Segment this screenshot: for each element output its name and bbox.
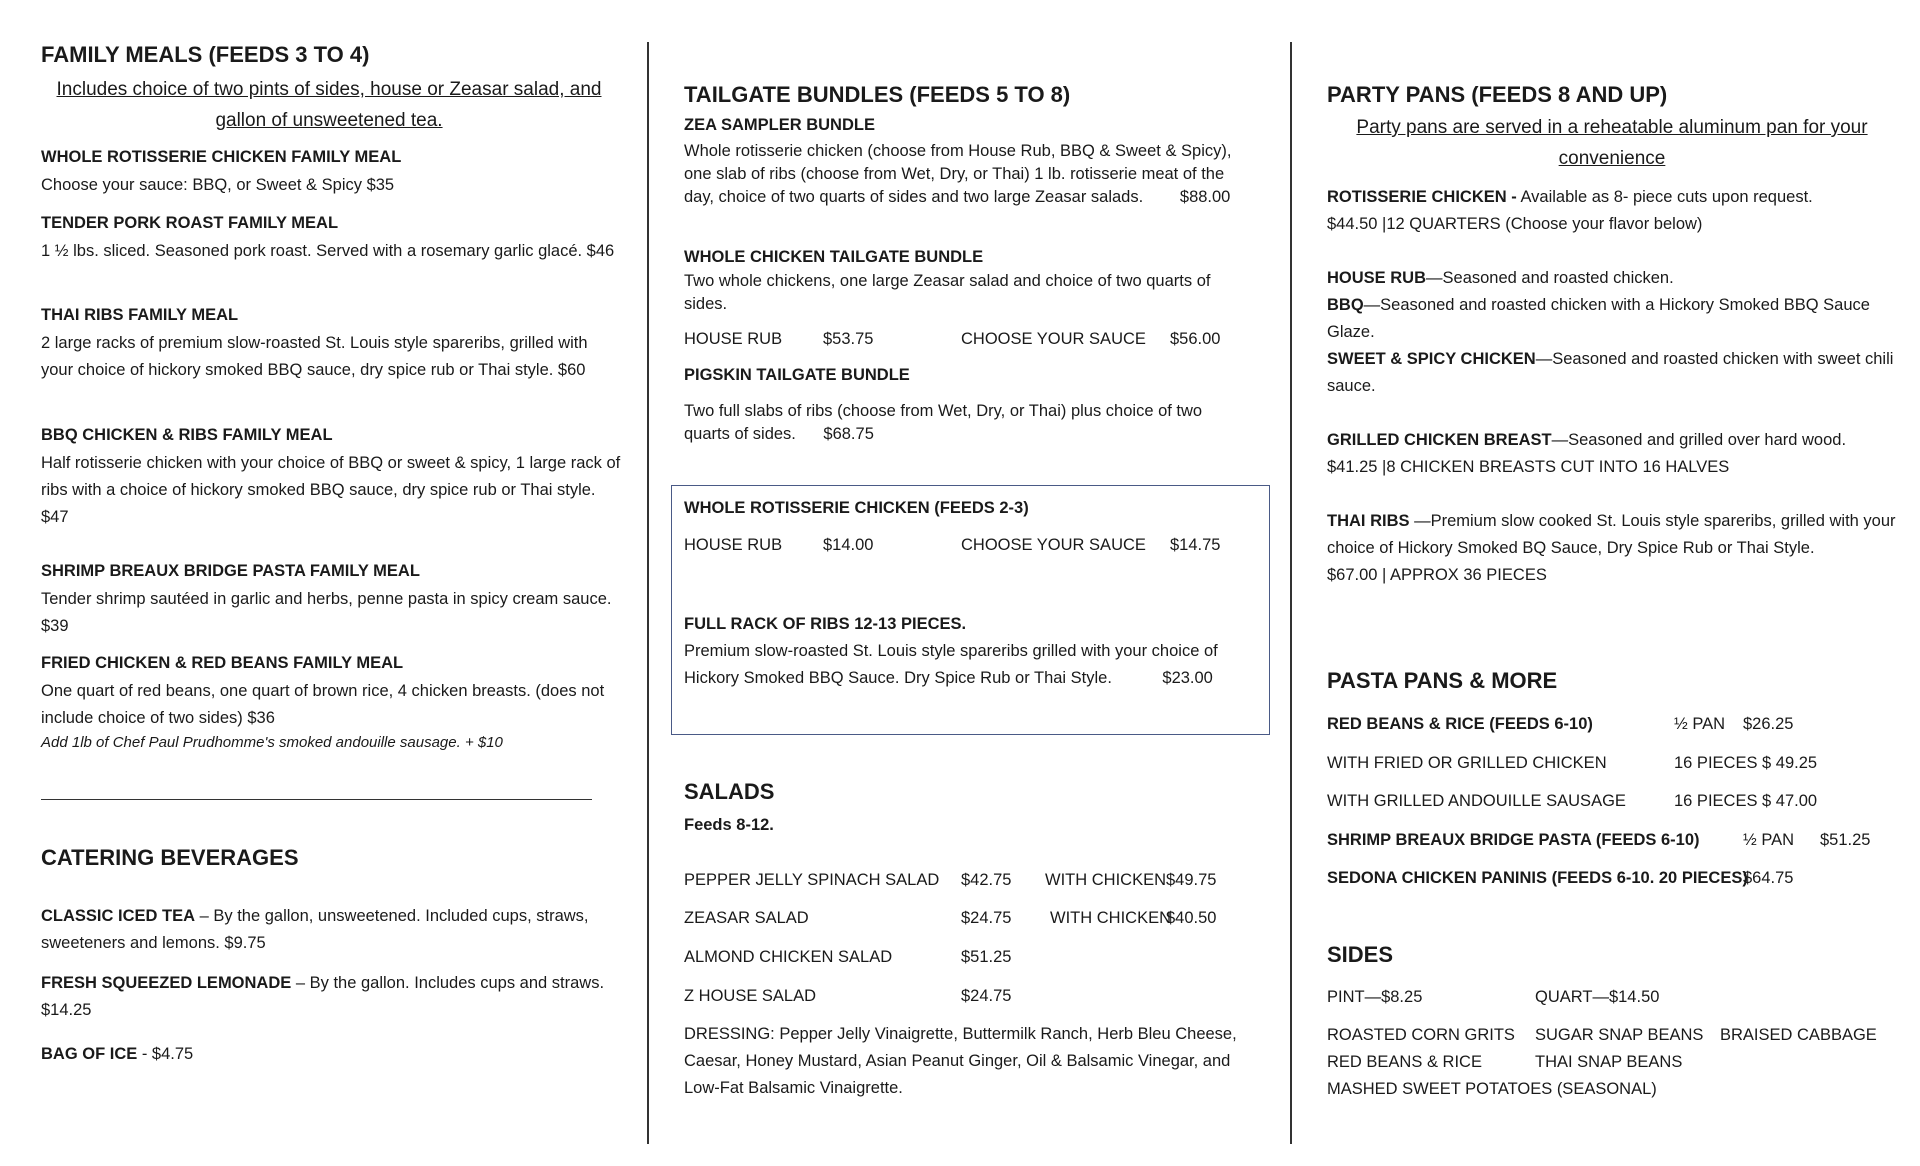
rotisserie-option-label: HOUSE RUB [684, 536, 783, 554]
bundle-option-label: HOUSE RUB [684, 330, 783, 348]
family-item-name: SHRIMP BREAUX BRIDGE PASTA FAMILY MEAL [41, 562, 420, 580]
rotisserie-ribs-box [671, 485, 1270, 735]
salad-name: PEPPER JELLY SPINACH SALAD [684, 871, 940, 889]
family-item-desc: 2 large racks of premium slow-roasted St. Louis style spareribs, grilled with your choice of hickory smoked BBQ sauce, dry spice rub or Thai style. $60 [41, 334, 588, 379]
bundle-option-price: $56.00 [1170, 330, 1221, 348]
salad-with-chicken: WITH CHICKEN [1050, 909, 1171, 927]
side-item: ROASTED CORN GRITS [1327, 1026, 1515, 1044]
beverage-item [41, 903, 621, 957]
pigskin-bundle-desc: Two full slabs of ribs (choose from Wet, Dry, or Thai) plus choice of two quarts of sides. $68.75 [684, 402, 1203, 443]
family-item-desc: 1 ½ lbs. sliced. Seasoned pork roast. Served with a rosemary garlic glacé. $46 [41, 242, 615, 260]
pasta-item-name: RED BEANS & RICE (FEEDS 6-10) [1327, 715, 1593, 733]
salads-feeds: Feeds 8-12. [684, 816, 774, 834]
rotisserie-option-price: $14.00 [823, 536, 874, 554]
salad-price: $24.75 [961, 987, 1012, 1005]
beverage-item [41, 1041, 621, 1068]
flavor-name: SWEET & SPICY CHICKEN [1327, 350, 1536, 368]
pasta-item-price: 16 PIECES $ 49.25 [1674, 754, 1818, 772]
bundle-option-price: $53.75 [823, 330, 874, 348]
salad-price: $24.75 [961, 909, 1012, 927]
grilled-breast-price: $41.25 |8 CHICKEN BREASTS CUT INTO 16 HALVES [1327, 458, 1730, 476]
family-item-desc: One quart of red beans, one quart of brown rice, 4 chicken breasts. (does not include choice of two sides) $36 [41, 682, 605, 727]
column-divider [647, 42, 649, 1144]
pasta-item-size: ½ PAN [1743, 831, 1795, 849]
flavor-name: HOUSE RUB [1327, 269, 1427, 287]
zea-sampler-name: ZEA SAMPLER BUNDLE [684, 116, 875, 134]
family-meals-subtitle: Includes choice of two pints of sides, house or Zeasar salad, and gallon of unsweetened tea. [56, 79, 602, 131]
thai-ribs-price: $67.00 | APPROX 36 PIECES [1327, 566, 1547, 584]
party-pans-title: PARTY PANS (FEEDS 8 AND UP) [1327, 82, 1668, 107]
rotisserie-option-price: $14.75 [1170, 536, 1221, 554]
family-item-name: THAI RIBS FAMILY MEAL [41, 306, 239, 324]
family-item-name: TENDER PORK ROAST FAMILY MEAL [41, 214, 339, 232]
side-item: MASHED SWEET POTATOES (SEASONAL) [1327, 1080, 1657, 1098]
sides-title: SIDES [1327, 942, 1394, 967]
rotisserie-chicken-name: ROTISSERIE CHICKEN - [1327, 188, 1517, 206]
pasta-item-name: SEDONA CHICKEN PANINIS (FEEDS 6-10. 20 PIECES) [1327, 869, 1748, 887]
pasta-item-price: $26.25 [1743, 715, 1794, 733]
whole-chicken-bundle-name: WHOLE CHICKEN TAILGATE BUNDLE [684, 248, 984, 266]
sides-quart-price: QUART—$14.50 [1535, 988, 1660, 1006]
pigskin-bundle-name: PIGSKIN TAILGATE BUNDLE [684, 366, 910, 384]
rotisserie-chicken-price: $44.50 |12 QUARTERS (Choose your flavor below) [1327, 215, 1703, 233]
salad-with-chicken-price: $49.75 [1166, 871, 1217, 889]
pasta-item-price: 16 PIECES $ 47.00 [1674, 792, 1818, 810]
bundle-option-label: CHOOSE YOUR SAUCE [961, 330, 1146, 348]
pigskin-bundle-price: $68.75 [823, 425, 874, 443]
salad-name: Z HOUSE SALAD [684, 987, 817, 1005]
pasta-item-price: $51.25 [1820, 831, 1871, 849]
zea-sampler-price: $88.00 [1179, 188, 1231, 206]
flavor-item: HOUSE RUB—Seasoned and roasted chicken. [1327, 269, 1674, 287]
beverages-title: CATERING BEVERAGES [41, 845, 299, 870]
whole-chicken-bundle-desc: Two whole chickens, one large Zeasar salad and choice of two quarts of sides. [684, 272, 1211, 313]
flavor-name: BBQ [1327, 296, 1364, 314]
side-item: RED BEANS & RICE [1327, 1053, 1482, 1071]
salad-dressing: DRESSING: Pepper Jelly Vinaigrette, Buttermilk Ranch, Herb Bleu Cheese, Caesar, Honey Mustard, Asian Peanut Ginger, Oil & Balsamic Vinegar, and Low-Fat Balsamic Vinaigrette. [684, 1025, 1237, 1097]
side-item: SUGAR SNAP BEANS [1535, 1026, 1704, 1044]
pasta-item-name: SHRIMP BREAUX BRIDGE PASTA (FEEDS 6-10) [1327, 831, 1700, 849]
ribs-price: $23.00 [1162, 669, 1213, 687]
flavor-item: BBQ—Seasoned and roasted chicken with a Hickory Smoked BBQ Sauce Glaze. [1327, 296, 1870, 341]
beverage-desc: - $4.75 [137, 1045, 194, 1063]
pasta-pans-title: PASTA PANS & MORE [1327, 668, 1558, 693]
thai-ribs-name: THAI RIBS [1327, 512, 1410, 530]
rotisserie-chicken-item: ROTISSERIE CHICKEN - Available as 8- piece cuts upon request. [1327, 188, 1813, 206]
family-item-desc: Tender shrimp sautéed in garlic and herbs, penne pasta in spicy cream sauce. $39 [41, 590, 612, 635]
andouille-addon: Add 1lb of Chef Paul Prudhomme's smoked andouille sausage. + $10 [41, 734, 503, 751]
salads-title: SALADS [684, 779, 775, 804]
family-meals-title: FAMILY MEALS (FEEDS 3 TO 4) [41, 42, 370, 67]
whole-rotisserie-name: WHOLE ROTISSERIE CHICKEN (FEEDS 2-3) [684, 499, 1029, 517]
family-item-name: FRIED CHICKEN & RED BEANS FAMILY MEAL [41, 654, 404, 672]
grilled-breast-item: GRILLED CHICKEN BREAST—Seasoned and grilled over hard wood. [1327, 431, 1847, 449]
thai-ribs-item: THAI RIBS —Premium slow cooked St. Louis style spareribs, grilled with your choice of Hickory Smoked BQ Sauce, Dry Spice Rub or Thai Style. [1327, 512, 1896, 557]
ribs-desc: Premium slow-roasted St. Louis style spareribs grilled with your choice of Hickory Smoked BBQ Sauce. Dry Spice Rub or Thai Style. $23.00 [684, 642, 1218, 687]
side-item: BRAISED CABBAGE [1720, 1026, 1877, 1044]
family-item-desc: Half rotisserie chicken with your choice of BBQ or sweet & spicy, 1 large rack of ribs with a choice of hickory smoked BBQ sauce, dry spice rub or Thai style. $47 [41, 454, 621, 526]
tailgate-title: TAILGATE BUNDLES (FEEDS 5 TO 8) [684, 82, 1071, 107]
salad-with-chicken: WITH CHICKEN [1045, 871, 1166, 889]
family-item-name: WHOLE ROTISSERIE CHICKEN FAMILY MEAL [41, 148, 402, 166]
party-pans-subtitle: Party pans are served in a reheatable aluminum pan for your convenience [1356, 117, 1868, 169]
sides-pint-price: PINT—$8.25 [1327, 988, 1423, 1006]
side-item: THAI SNAP BEANS [1535, 1053, 1683, 1071]
section-divider [41, 799, 592, 800]
salad-name: ALMOND CHICKEN SALAD [684, 948, 893, 966]
flavor-item: SWEET & SPICY CHICKEN—Seasoned and roasted chicken with sweet chili sauce. [1327, 350, 1894, 395]
family-item-desc: Choose your sauce: BBQ, or Sweet & Spicy $35 [41, 176, 395, 194]
ribs-name: FULL RACK OF RIBS 12-13 PIECES. [684, 615, 967, 633]
salad-price: $42.75 [961, 871, 1012, 889]
salad-with-chicken-price: $40.50 [1166, 909, 1217, 927]
beverage-name: BAG OF ICE [41, 1045, 138, 1063]
salad-name: ZEASAR SALAD [684, 909, 809, 927]
beverage-name: CLASSIC ICED TEA [41, 907, 196, 925]
salad-price: $51.25 [961, 948, 1012, 966]
pasta-item-price: $64.75 [1743, 869, 1794, 887]
pasta-item-name: WITH GRILLED ANDOUILLE SAUSAGE [1327, 792, 1626, 810]
beverage-item [41, 970, 621, 1024]
rotisserie-option-label: CHOOSE YOUR SAUCE [961, 536, 1146, 554]
beverage-desc: – By the gallon. Includes cups and straws. $14.25 [41, 974, 605, 1019]
grilled-breast-name: GRILLED CHICKEN BREAST [1327, 431, 1552, 449]
pasta-item-size: ½ PAN [1674, 715, 1726, 733]
pasta-item-name: WITH FRIED OR GRILLED CHICKEN [1327, 754, 1607, 772]
zea-sampler-desc: Whole rotisserie chicken (choose from House Rub, BBQ & Sweet & Spicy), one slab of ribs (choose from Wet, Dry, or Thai) 1 lb. rotisserie meat of the day, choice of two quarts of sides and two large Zeasar salads. $88.00 [684, 142, 1232, 206]
column-divider [1290, 42, 1292, 1144]
beverage-desc: – By the gallon, unsweetened. Included cups, straws, sweeteners and lemons. $9.75 [41, 907, 589, 952]
family-item-name: BBQ CHICKEN & RIBS FAMILY MEAL [41, 426, 333, 444]
beverage-name: FRESH SQUEEZED LEMONADE [41, 974, 292, 992]
